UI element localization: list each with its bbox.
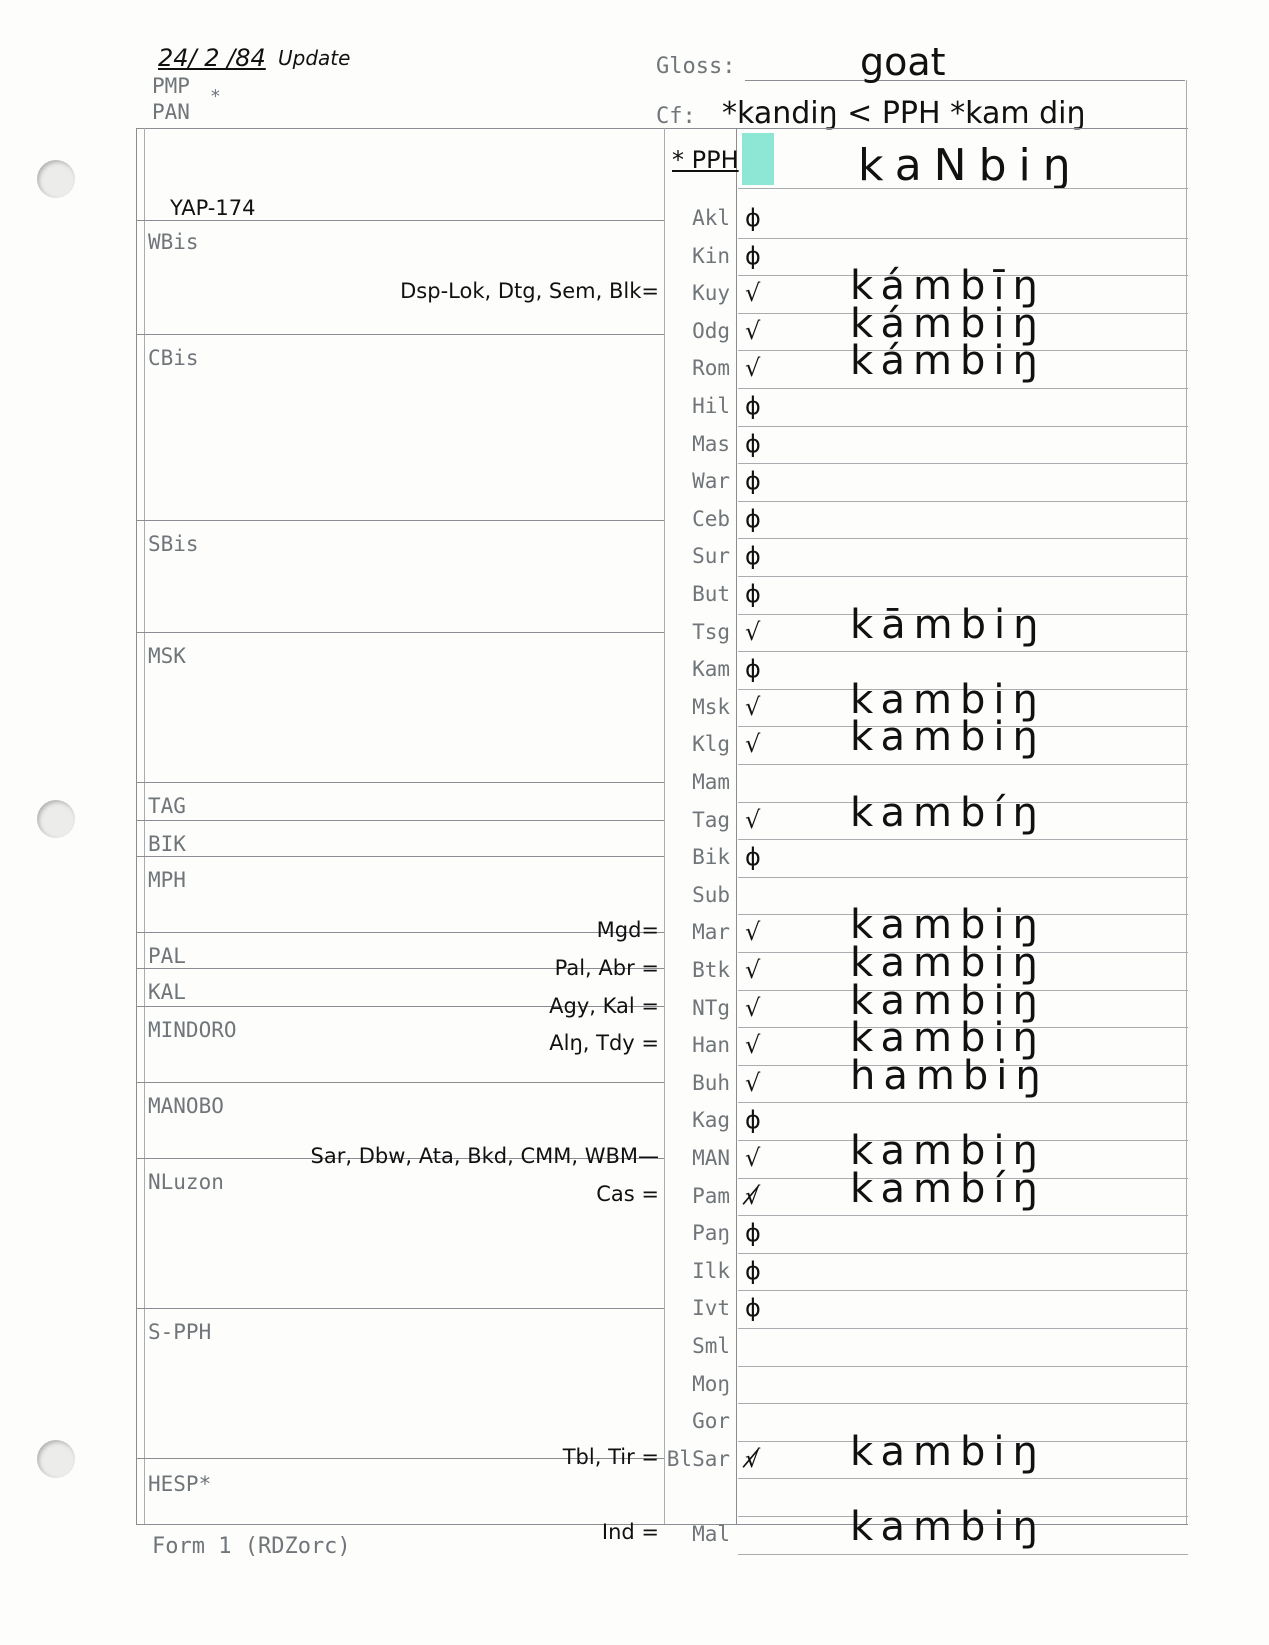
language-abbrev: MAN — [692, 1146, 730, 1170]
language-abbrev: Tag — [692, 807, 730, 832]
language-note: Mgd= — [596, 918, 659, 943]
language-abbrev: Buh — [692, 1070, 730, 1095]
frame-left-inner-rule — [144, 128, 145, 1524]
yap-underline — [136, 220, 664, 221]
group-label: MINDORO — [148, 1018, 237, 1042]
language-note: Dsp-Lok, Dtg, Sem, Blk= — [400, 279, 659, 304]
language-abbrev: Moŋ — [692, 1371, 730, 1396]
reflex-mark: ϕ — [745, 241, 761, 270]
reflex-form: kambiŋ — [850, 940, 1046, 986]
row-rule — [738, 1328, 1188, 1329]
language-note: Sar, Dbw, Ata, Bkd, CMM, WBM— — [310, 1144, 659, 1168]
row-rule — [738, 839, 1188, 840]
reflex-form: kámbīŋ — [850, 263, 1046, 310]
language-abbrev: War — [692, 469, 730, 494]
group-rule — [136, 782, 664, 783]
reflex-form: kambíŋ — [850, 1165, 1046, 1212]
group-rule — [136, 820, 664, 821]
pan-label: PAN — [152, 100, 190, 124]
reflex-form: kambiŋ — [850, 1128, 1046, 1174]
language-abbrev: Odg — [692, 318, 730, 343]
reflex-form: kambiŋ — [850, 676, 1046, 723]
reflex-mark: √ — [745, 316, 761, 345]
language-abbrev: Sml — [692, 1334, 730, 1358]
language-abbrev: Sur — [692, 544, 730, 569]
group-rule — [136, 1082, 664, 1083]
language-abbrev: Mam — [692, 770, 730, 794]
reflex-form: kambíŋ — [850, 789, 1046, 836]
reflex-form: kambiŋ — [850, 1015, 1046, 1062]
reflex-mark: √ — [745, 354, 761, 383]
language-abbrev: Mal — [692, 1522, 730, 1546]
group-label: SBis — [148, 532, 199, 556]
reflex-mark: √ — [745, 956, 761, 984]
pph-label: * PPH — [672, 146, 739, 174]
reflex-mark: √̸ — [745, 1181, 761, 1210]
language-abbrev: Ivt — [692, 1296, 730, 1321]
language-note: Agy, Kal = — [549, 993, 659, 1018]
group-rule — [136, 520, 664, 521]
language-abbrev: Hil — [692, 394, 730, 418]
group-label: MPH — [148, 868, 186, 892]
row-rule — [738, 576, 1188, 577]
group-label: KAL — [148, 980, 186, 1004]
row-rule — [738, 388, 1188, 389]
date: 24/ 2 /84 — [158, 44, 266, 72]
row-rule — [738, 764, 1188, 765]
form-footer-label: Form 1 (RDZorc) — [152, 1534, 351, 1559]
language-abbrev: Bik — [692, 845, 730, 870]
language-abbrev: Kin — [692, 243, 730, 268]
group-rule — [136, 632, 664, 633]
reflex-mark: ϕ — [745, 843, 761, 872]
binder-hole-top — [37, 160, 75, 198]
group-rule — [136, 932, 664, 933]
pph-form: kaNbiŋ — [858, 140, 1083, 191]
language-abbrev: Sub — [692, 882, 730, 907]
language-abbrev: Kag — [692, 1108, 730, 1133]
reflex-mark: ϕ — [745, 1106, 761, 1135]
row-rule — [738, 877, 1188, 878]
reflex-mark: ϕ — [745, 504, 761, 533]
reflex-form: kambiŋ — [850, 1428, 1046, 1475]
reflex-mark: √ — [745, 692, 761, 721]
group-rule — [136, 334, 664, 335]
language-abbrev: Akl — [692, 206, 730, 230]
reflex-form: kāmbiŋ — [850, 601, 1047, 648]
row-rule — [738, 501, 1188, 502]
reflex-mark: ϕ — [745, 655, 761, 684]
reflex-form: kámbiŋ — [850, 300, 1046, 347]
binder-hole-middle — [37, 800, 75, 838]
group-label: NLuzon — [148, 1170, 224, 1194]
row-rule — [738, 426, 1188, 427]
reflex-mark: ϕ — [745, 392, 761, 420]
frame-left-rule — [136, 128, 137, 1524]
frame-top-rule — [136, 128, 1188, 129]
pmp-label: PMP — [152, 74, 190, 98]
reflex-mark: √ — [745, 730, 761, 759]
row-rule — [738, 1554, 1188, 1555]
reflex-form: kambiŋ — [850, 977, 1046, 1024]
row-rule — [738, 651, 1188, 652]
row-rule — [738, 1403, 1188, 1404]
row-rule — [738, 238, 1188, 239]
language-note: Alŋ, Tdy = — [549, 1031, 659, 1056]
reflex-mark: ϕ — [745, 1294, 761, 1323]
reflex-form: kambiŋ — [850, 1504, 1046, 1550]
row-rule — [738, 1478, 1188, 1479]
row-rule — [738, 1215, 1188, 1216]
group-label: S-PPH — [148, 1320, 212, 1344]
language-abbrev: Ilk — [692, 1258, 730, 1283]
reflex-mark: ϕ — [745, 542, 761, 571]
language-abbrev: Mar — [692, 920, 730, 945]
reflex-mark: ϕ — [745, 580, 761, 608]
language-abbrev: Ceb — [692, 506, 730, 531]
reflex-mark: √ — [745, 1144, 761, 1172]
language-abbrev: Tsg — [692, 619, 730, 644]
reflex-mark: ϕ — [745, 1219, 761, 1248]
language-note: Pal, Abr = — [554, 956, 659, 980]
highlight-mark — [742, 133, 774, 185]
yap-number: YAP-174 — [170, 196, 256, 220]
reflex-mark: √ — [745, 1031, 761, 1060]
reflex-mark: √̸ — [745, 1444, 761, 1473]
group-label: BIK — [148, 832, 186, 856]
reflex-mark: ϕ — [745, 1256, 761, 1285]
row-rule — [738, 1366, 1188, 1367]
language-abbrev: NTg — [692, 995, 730, 1020]
language-note: Cas = — [596, 1181, 659, 1206]
language-abbrev: Paŋ — [692, 1221, 730, 1246]
group-rule — [136, 1308, 664, 1309]
language-note: Ind = — [601, 1520, 659, 1544]
group-label: CBis — [148, 346, 199, 370]
row-rule — [738, 1253, 1188, 1254]
update-note: Update — [278, 46, 351, 70]
row-rule — [738, 538, 1188, 539]
reflex-mark: √ — [745, 993, 761, 1022]
reflex-mark: ϕ — [745, 467, 761, 496]
reflex-form: kambiŋ — [850, 714, 1046, 761]
row-rule — [738, 463, 1188, 464]
form-column-rule — [736, 128, 737, 1524]
group-label: HESP* — [148, 1472, 212, 1496]
language-abbrev: Mas — [692, 431, 730, 456]
language-abbrev: Btk — [692, 958, 730, 982]
language-abbrev: Klg — [692, 732, 730, 757]
language-abbrev: Kam — [692, 657, 730, 682]
row-rule — [738, 1102, 1188, 1103]
reflex-form: kambiŋ — [850, 902, 1046, 949]
group-label: MSK — [148, 644, 186, 668]
pmp-star: * — [210, 86, 221, 107]
reflex-mark: ϕ — [745, 429, 761, 458]
group-label: TAG — [148, 794, 186, 818]
group-label: WBis — [148, 230, 199, 254]
binder-hole-bottom — [37, 1440, 75, 1478]
cf-label: Cf: — [656, 104, 696, 129]
group-label: PAL — [148, 944, 186, 968]
language-abbrev: BlSar — [666, 1446, 730, 1471]
reflex-form: hambiŋ — [850, 1052, 1049, 1099]
language-abbrev: Msk — [692, 694, 730, 719]
language-abbrev: Pam — [692, 1183, 730, 1208]
language-abbrev: Kuy — [692, 281, 730, 306]
pph-row-rule — [738, 188, 1188, 189]
language-abbrev: Gor — [692, 1409, 730, 1434]
row-rule — [738, 1290, 1188, 1291]
reflex-mark: √ — [745, 1068, 761, 1097]
reflex-form: kámbiŋ — [850, 338, 1046, 385]
language-abbrev: Han — [692, 1033, 730, 1058]
language-abbrev: But — [692, 582, 730, 606]
gloss-label: Gloss: — [656, 54, 736, 79]
reflex-mark: √ — [745, 805, 761, 834]
reflex-mark: √ — [745, 279, 761, 308]
reflex-mark: √ — [745, 918, 761, 947]
reflex-mark: √ — [745, 617, 761, 646]
language-note: Tbl, Tir = — [562, 1444, 659, 1469]
group-rule — [136, 856, 664, 857]
gloss-value: goat — [860, 40, 946, 84]
reflex-mark: ϕ — [745, 204, 761, 232]
cf-value: *kandiŋ < PPH *kam diŋ — [722, 96, 1086, 131]
language-abbrev: Rom — [692, 356, 730, 381]
group-label: MANOBO — [148, 1094, 224, 1118]
gloss-underline — [745, 80, 1185, 81]
